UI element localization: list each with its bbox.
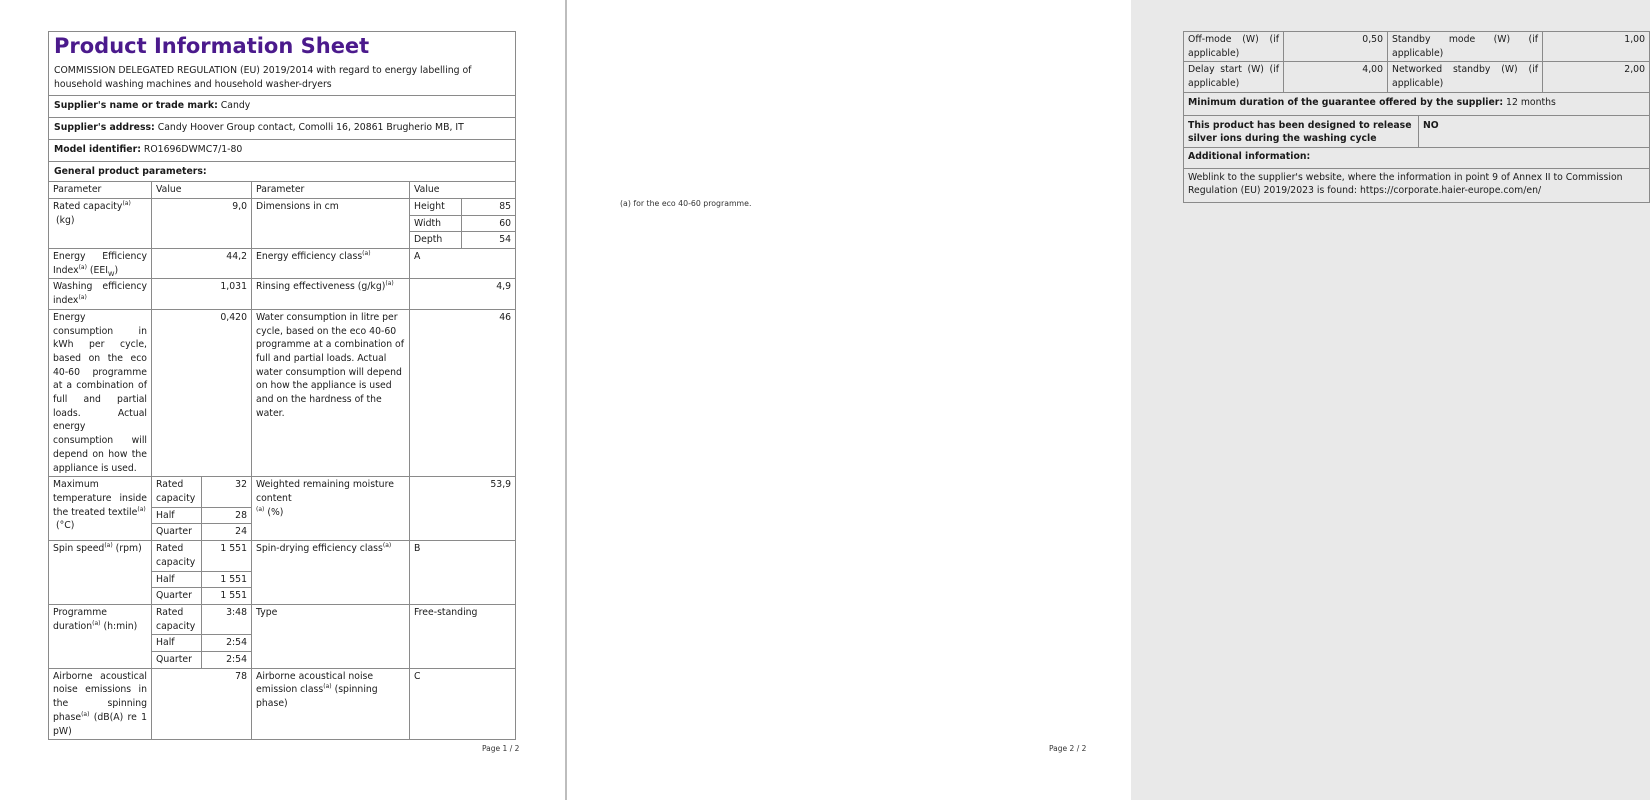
off-mode-value: 0,50 xyxy=(1284,32,1388,62)
general-parameters-heading: General product parameters: xyxy=(49,161,516,182)
dimensions-label: Dimensions in cm xyxy=(252,198,410,248)
duration-rated-value: 3:48 xyxy=(202,604,252,634)
standby-label: Standby mode (W) (if applicable) xyxy=(1388,32,1543,62)
supplier-weblink[interactable]: https://corporate.haier-europe.com/en/ xyxy=(1360,185,1542,197)
supplier-label: Supplier's name or trade mark: xyxy=(54,100,218,112)
moisture-unit: $^{(a)}$ (%) xyxy=(256,505,284,518)
max-temp-half-label: Half xyxy=(152,507,202,524)
guarantee-value: 12 months xyxy=(1506,96,1556,108)
weblink-text: Weblink to the supplier's website, where the information in point 9 of Annex II to Commission Regulation (EU) 2019/2023 is found: xyxy=(1188,171,1623,197)
max-temp-quarter-value: 24 xyxy=(202,524,252,541)
product-information-table xyxy=(48,31,516,740)
supplier-value: Candy xyxy=(220,100,251,112)
col-header-value-2: Value xyxy=(410,182,516,199)
address-label: Supplier's address: xyxy=(54,122,155,134)
page-number-2: Page 2 / 2 xyxy=(1049,744,1087,753)
address-value: Candy Hoover Group contact, Comolli 16, 20861 Brugherio MB, IT xyxy=(157,122,464,134)
guarantee-row xyxy=(1184,92,1650,115)
model-row xyxy=(49,139,516,161)
delay-start-value: 4,00 xyxy=(1284,62,1388,92)
rated-capacity-label: Rated capacity$^{(a)}$ (kg) xyxy=(49,198,152,248)
noise-class-value: C xyxy=(410,668,516,740)
footnote: (a) for the eco 40-60 programme. xyxy=(620,199,752,208)
noise-class-label: Airborne acoustical noise emission class$^{(a)}$ (spinning phase) xyxy=(252,668,410,740)
rated-capacity-value: 9,0 xyxy=(152,198,252,248)
silver-ions-label: This product has been designed to release silver ions during the washing cycle xyxy=(1184,115,1419,147)
moisture-label: Weighted remaining moisture content $^{(a)}$ (%) xyxy=(252,477,410,541)
page-number-1: Page 1 / 2 xyxy=(482,744,520,753)
energy-class-value: A xyxy=(410,249,516,279)
washing-efficiency-value: 1,031 xyxy=(152,279,252,309)
sheet-title: Product Information Sheet xyxy=(49,32,516,65)
type-value: Free-standing xyxy=(410,604,516,668)
page-1 xyxy=(0,0,565,800)
energy-class-label: Energy efficiency class$^{(a)}$ xyxy=(252,249,410,279)
height-label: Height xyxy=(410,198,462,215)
energy-consumption-label: Energy consumption in kWh per cycle, based on the eco 40-60 programme at a combination of full and partial loads. Actual energy consumption will depend on how the appliance is used. xyxy=(49,309,152,476)
standby-value: 1,00 xyxy=(1543,32,1650,62)
rinsing-value: 4,9 xyxy=(410,279,516,309)
spin-half-label: Half xyxy=(152,571,202,588)
max-temp-half-value: 28 xyxy=(202,507,252,524)
noise-label: Airborne acoustical noise emissions in the spinning phase$^{(a)}$ (dB(A) re 1 pW) xyxy=(49,668,152,740)
water-consumption-value: 46 xyxy=(410,309,516,476)
spin-speed-label: Spin speed$^{(a)}$ (rpm) xyxy=(49,541,152,605)
rinsing-label: Rinsing effectiveness $(g/kg)^{(a)}$ xyxy=(252,279,410,309)
weblink-row xyxy=(1184,168,1650,202)
duration-half-label: Half xyxy=(152,635,202,652)
off-mode-label: Off-mode (W) (if applicable) xyxy=(1184,32,1284,62)
networked-standby-value: 2,00 xyxy=(1543,62,1650,92)
duration-quarter-value: 2:54 xyxy=(202,652,252,669)
continued-information-table xyxy=(1183,31,1650,203)
depth-label: Depth xyxy=(410,232,462,249)
max-temp-quarter-label: Quarter xyxy=(152,524,202,541)
spin-rated-value: 1 551 xyxy=(202,541,252,571)
silver-ions-value: NO xyxy=(1419,115,1650,147)
networked-standby-label: Networked standby (W) (if applicable) xyxy=(1388,62,1543,92)
col-header-value: Value xyxy=(152,182,252,199)
height-value: 85 xyxy=(462,198,516,215)
additional-information-heading: Additional information: xyxy=(1184,147,1650,168)
water-consumption-label: Water consumption in litre per cycle, based on the eco 40-60 programme at a combination of full and partial loads. Actual water consumption will depend on how the appliance is used and on the hardness of the water. xyxy=(252,309,410,476)
model-label: Model identifier: xyxy=(54,143,141,155)
spin-class-label: Spin-drying efficiency class$^{(a)}$ xyxy=(252,541,410,605)
moisture-value: 53,9 xyxy=(410,477,516,541)
duration-half-value: 2:54 xyxy=(202,635,252,652)
spin-rated-label: Rated capacity xyxy=(152,541,202,571)
noise-value: 78 xyxy=(152,668,252,740)
spin-quarter-label: Quarter xyxy=(152,588,202,605)
width-label: Width xyxy=(410,215,462,232)
address-row xyxy=(49,118,516,140)
page-2 xyxy=(567,0,1645,800)
col-header-parameter-2: Parameter xyxy=(252,182,410,199)
type-label: Type xyxy=(252,604,410,668)
delay-start-label: Delay start (W) (if applicable) xyxy=(1184,62,1284,92)
width-value: 60 xyxy=(462,215,516,232)
duration-label: Programme duration$^{(a)}$ (h:min) xyxy=(49,604,152,668)
supplier-row xyxy=(49,96,516,118)
max-temp-rated-label: Rated capacity xyxy=(152,477,202,507)
depth-value: 54 xyxy=(462,232,516,249)
regulation-text: COMMISSION DELEGATED REGULATION (EU) 2019/2014 with regard to energy labelling of household washing machines and household washer-dryers xyxy=(49,64,516,96)
duration-quarter-label: Quarter xyxy=(152,652,202,669)
spin-class-value: B xyxy=(410,541,516,605)
eei-label: Energy Efficiency Index$^{(a)}$ $(EEI_W)$ xyxy=(49,249,152,279)
max-temperature-label: Maximum temperature inside the treated textile$^{(a)}$ (°C) xyxy=(49,477,152,541)
spin-half-value: 1 551 xyxy=(202,571,252,588)
guarantee-label: Minimum duration of the guarantee offered by the supplier: xyxy=(1188,96,1504,108)
model-value: RO1696DWMC7/1-80 xyxy=(143,143,243,155)
duration-rated-label: Rated capacity xyxy=(152,604,202,634)
max-temp-rated-value: 32 xyxy=(202,477,252,507)
col-header-parameter: Parameter xyxy=(49,182,152,199)
eei-value: 44,2 xyxy=(152,249,252,279)
energy-consumption-value: 0,420 xyxy=(152,309,252,476)
washing-efficiency-label: Washing efficiency index$^{(a)}$ xyxy=(49,279,152,309)
spin-quarter-value: 1 551 xyxy=(202,588,252,605)
